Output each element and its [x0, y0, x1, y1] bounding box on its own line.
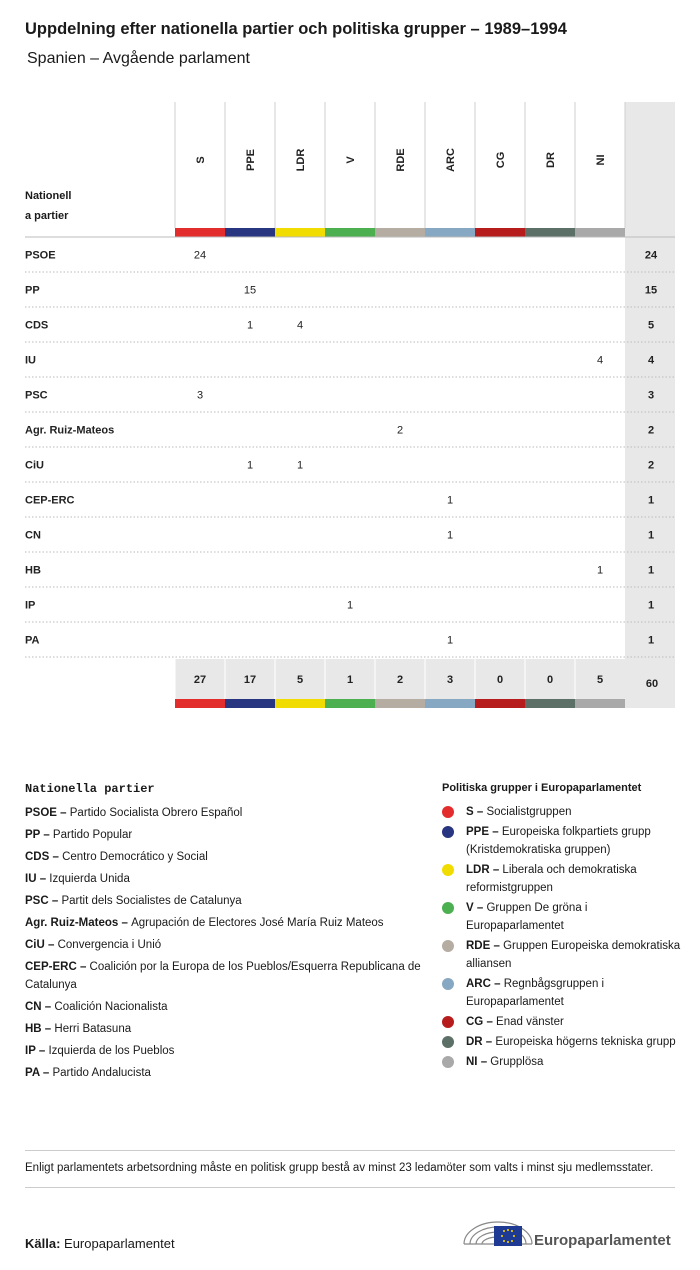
group-legend-item — [442, 899, 682, 935]
cell-value: 1 — [346, 599, 354, 612]
national-legend-item — [25, 1064, 425, 1082]
legend-name: Coalición Nacionalista — [54, 1001, 168, 1013]
row-total: 1 — [647, 529, 655, 542]
group-total-arc: 3 — [446, 674, 454, 686]
group-color-bar-dr — [525, 228, 575, 237]
legend-abbr: ARC – — [466, 978, 504, 990]
national-legend-item — [25, 870, 425, 888]
legend-abbr: PA – — [25, 1067, 53, 1079]
national-legend-item — [25, 1020, 425, 1038]
group-legend-item — [442, 861, 682, 897]
legend-color-dot — [442, 1056, 454, 1068]
national-legend-item — [25, 892, 425, 910]
group-header-ldr: LDR — [295, 148, 307, 172]
legend-color-dot — [442, 978, 454, 990]
legend-name: Agrupación de Electores José María Ruiz Mateos — [131, 917, 384, 929]
national-legend-item — [25, 826, 425, 844]
group-header-s: S — [195, 156, 207, 164]
cell-value: 1 — [446, 494, 454, 507]
national-legend-item — [25, 804, 425, 822]
group-total-v: 1 — [346, 674, 354, 686]
legend-name: Europeiska högerns tekniska grupp — [495, 1036, 676, 1048]
row-label: CiU — [25, 459, 44, 472]
row-label: PSC — [25, 389, 48, 402]
legend-color-dot — [442, 1036, 454, 1048]
legend-color-dot — [442, 1016, 454, 1028]
group-header-cg: CG — [495, 151, 507, 169]
group-total-s: 27 — [193, 674, 207, 686]
row-label: PP — [25, 284, 40, 297]
row-label: Agr. Ruiz-Mateos — [25, 424, 115, 437]
group-color-bar-rde — [375, 228, 425, 237]
group-color-bar-v — [325, 228, 375, 237]
political-groups-legend — [442, 782, 682, 1073]
footnote: Enligt parlamentets arbetsordning måste en politisk grupp bestå av minst 23 ledamöter som valts i minst sju medlemsstater. — [25, 1150, 675, 1188]
group-color-bar-ni — [575, 228, 625, 237]
group-header-ppe: PPE — [245, 148, 257, 172]
group-color-bar-bottom-ppe — [225, 699, 275, 708]
national-legend-item — [25, 848, 425, 866]
legend-abbr: HB – — [25, 1023, 55, 1035]
page-subtitle: Spanien – Avgående parlament — [27, 50, 250, 67]
cell-value: 2 — [396, 424, 404, 437]
group-color-bar-bottom-rde — [375, 699, 425, 708]
row-label: CN — [25, 529, 41, 542]
row-total: 1 — [647, 564, 655, 577]
group-header-ni: NI — [595, 154, 607, 166]
group-color-bar-bottom-v — [325, 699, 375, 708]
group-legend-item — [442, 975, 682, 1011]
row-total: 2 — [647, 424, 655, 437]
group-color-bar-cg — [475, 228, 525, 237]
groups-legend-heading: Politiska grupper i Europaparlamentet — [442, 782, 642, 794]
national-legend-item — [25, 914, 425, 932]
legend-name: Partido Andalucista — [52, 1067, 151, 1079]
legend-color-dot — [442, 806, 454, 818]
group-color-bar-bottom-dr — [525, 699, 575, 708]
cell-value: 15 — [243, 284, 257, 297]
legend-abbr: Agr. Ruiz-Mateos – — [25, 917, 132, 929]
legend-abbr: LDR – — [466, 864, 503, 876]
legend-color-dot — [442, 826, 454, 838]
legend-name: Gruppen De gröna i Europaparlamentet — [466, 902, 588, 932]
group-color-bar-bottom-cg — [475, 699, 525, 708]
legend-name: Partido Socialista Obrero Español — [69, 807, 243, 819]
group-header-dr: DR — [545, 152, 557, 168]
legend-abbr: CiU – — [25, 939, 58, 951]
legend-name: Regnbågsgruppen i Europaparlamentet — [466, 978, 605, 1008]
legend-name: Izquierda de los Pueblos — [48, 1045, 175, 1057]
group-color-bar-ldr — [275, 228, 325, 237]
row-total: 4 — [647, 354, 655, 367]
legend-name: Partido Popular — [52, 829, 133, 841]
grand-total: 60 — [645, 678, 659, 690]
legend-abbr: DR – — [466, 1036, 496, 1048]
national-legend-item — [25, 958, 425, 994]
group-header-arc: ARC — [445, 148, 457, 172]
legend-name: Coalición por la Europa de los Pueblos/Esquerra Republicana de Catalunya — [25, 961, 421, 991]
national-legend-heading: Nationella partier — [25, 782, 155, 796]
row-label: CEP-ERC — [25, 494, 75, 507]
group-total-ldr: 5 — [296, 674, 304, 686]
row-total: 15 — [644, 284, 658, 297]
group-total-dr: 0 — [546, 674, 554, 686]
legend-name: Partit dels Socialistes de Catalunya — [61, 895, 242, 907]
seats-column-bg — [625, 102, 675, 708]
legend-abbr: IU – — [25, 873, 50, 885]
group-color-bar-bottom-arc — [425, 699, 475, 708]
legend-abbr: RDE – — [466, 940, 504, 952]
cell-value: 1 — [446, 529, 454, 542]
group-header-v: V — [345, 156, 357, 164]
row-total: 2 — [647, 459, 655, 472]
page-title: Uppdelning efter nationella partier och politiska grupper – 1989–1994 — [25, 20, 567, 38]
national-legend-item — [25, 936, 425, 954]
row-label: CDS — [25, 319, 49, 332]
legend-abbr: CEP-ERC – — [25, 961, 90, 973]
legend-color-dot — [442, 864, 454, 876]
legend-abbr: IP – — [25, 1045, 49, 1057]
legend-abbr: CG – — [466, 1016, 497, 1028]
row-total: 3 — [647, 389, 655, 402]
cell-value: 1 — [446, 634, 454, 647]
row-label: PSOE — [25, 249, 56, 262]
group-total-cg: 0 — [496, 674, 504, 686]
logo-text: Europaparlamentet — [534, 1232, 671, 1249]
row-total: 1 — [647, 599, 655, 612]
legend-name: Herri Batasuna — [54, 1023, 132, 1035]
legend-name: Socialistgruppen — [486, 806, 572, 818]
legend-color-dot — [442, 940, 454, 952]
legend-abbr: NI – — [466, 1056, 491, 1068]
source — [25, 1236, 175, 1251]
group-total-ppe: 17 — [243, 674, 257, 686]
group-color-bar-bottom-ni — [575, 699, 625, 708]
national-legend-item — [25, 998, 425, 1016]
group-total-ni: 5 — [596, 674, 604, 686]
legend-abbr: CN – — [25, 1001, 55, 1013]
legend-abbr: PP – — [25, 829, 53, 841]
legend-name: Izquierda Unida — [49, 873, 130, 885]
cell-value: 4 — [596, 354, 604, 367]
cell-value: 1 — [596, 564, 604, 577]
legend-name: Gruppen Europeiska demokratiska alliansen — [466, 940, 681, 970]
national-legend-item — [25, 1042, 425, 1060]
source-label: Källa: — [25, 1236, 61, 1251]
legend-color-dot — [442, 902, 454, 914]
cell-value: 24 — [193, 249, 207, 262]
group-color-bar-bottom-ldr — [275, 699, 325, 708]
legend-name: Liberala och demokratiska reformistgruppen — [466, 864, 637, 894]
group-color-bar-s — [175, 228, 225, 237]
legend-name: Convergencia i Unió — [57, 939, 162, 951]
legend-abbr: CDS – — [25, 851, 63, 863]
row-label: PA — [25, 634, 40, 647]
group-legend-item — [442, 937, 682, 973]
cell-value: 4 — [296, 319, 304, 332]
legend-name: Grupplösa — [490, 1056, 544, 1068]
group-legend-item — [442, 1013, 682, 1031]
national-parties-legend — [25, 782, 425, 1086]
row-total: 1 — [647, 494, 655, 507]
row-label: IU — [25, 354, 36, 367]
cell-value: 1 — [296, 459, 304, 472]
row-total: 1 — [647, 634, 655, 647]
group-legend-item — [442, 803, 682, 821]
legend-abbr: S – — [466, 806, 487, 818]
group-legend-item — [442, 1033, 682, 1051]
legend-name: Enad vänster — [496, 1016, 564, 1028]
row-total: 5 — [647, 319, 655, 332]
group-color-bar-ppe — [225, 228, 275, 237]
group-header-rde: RDE — [395, 148, 407, 172]
legend-name: Europeiska folkpartiets grupp (Kristdemokratiska gruppen) — [466, 826, 651, 856]
group-total-rde: 2 — [396, 674, 404, 686]
group-color-bar-bottom-s — [175, 699, 225, 708]
legend-name: Centro Democrático y Social — [62, 851, 208, 863]
legend-abbr: PPE – — [466, 826, 502, 838]
row-label: IP — [25, 599, 36, 612]
row-total: 24 — [644, 249, 658, 262]
group-legend-item — [442, 823, 682, 859]
legend-abbr: PSOE – — [25, 807, 70, 819]
cell-value: 1 — [246, 459, 254, 472]
row-label: HB — [25, 564, 41, 577]
cell-value: 1 — [246, 319, 254, 332]
group-color-bar-arc — [425, 228, 475, 237]
cell-value: 3 — [196, 389, 204, 402]
legend-abbr: PSC – — [25, 895, 62, 907]
national-parties-header: Nationell a partier — [25, 190, 72, 222]
source-value: Europaparlamentet — [64, 1236, 175, 1251]
legend-abbr: V – — [466, 902, 487, 914]
group-legend-item — [442, 1053, 682, 1071]
